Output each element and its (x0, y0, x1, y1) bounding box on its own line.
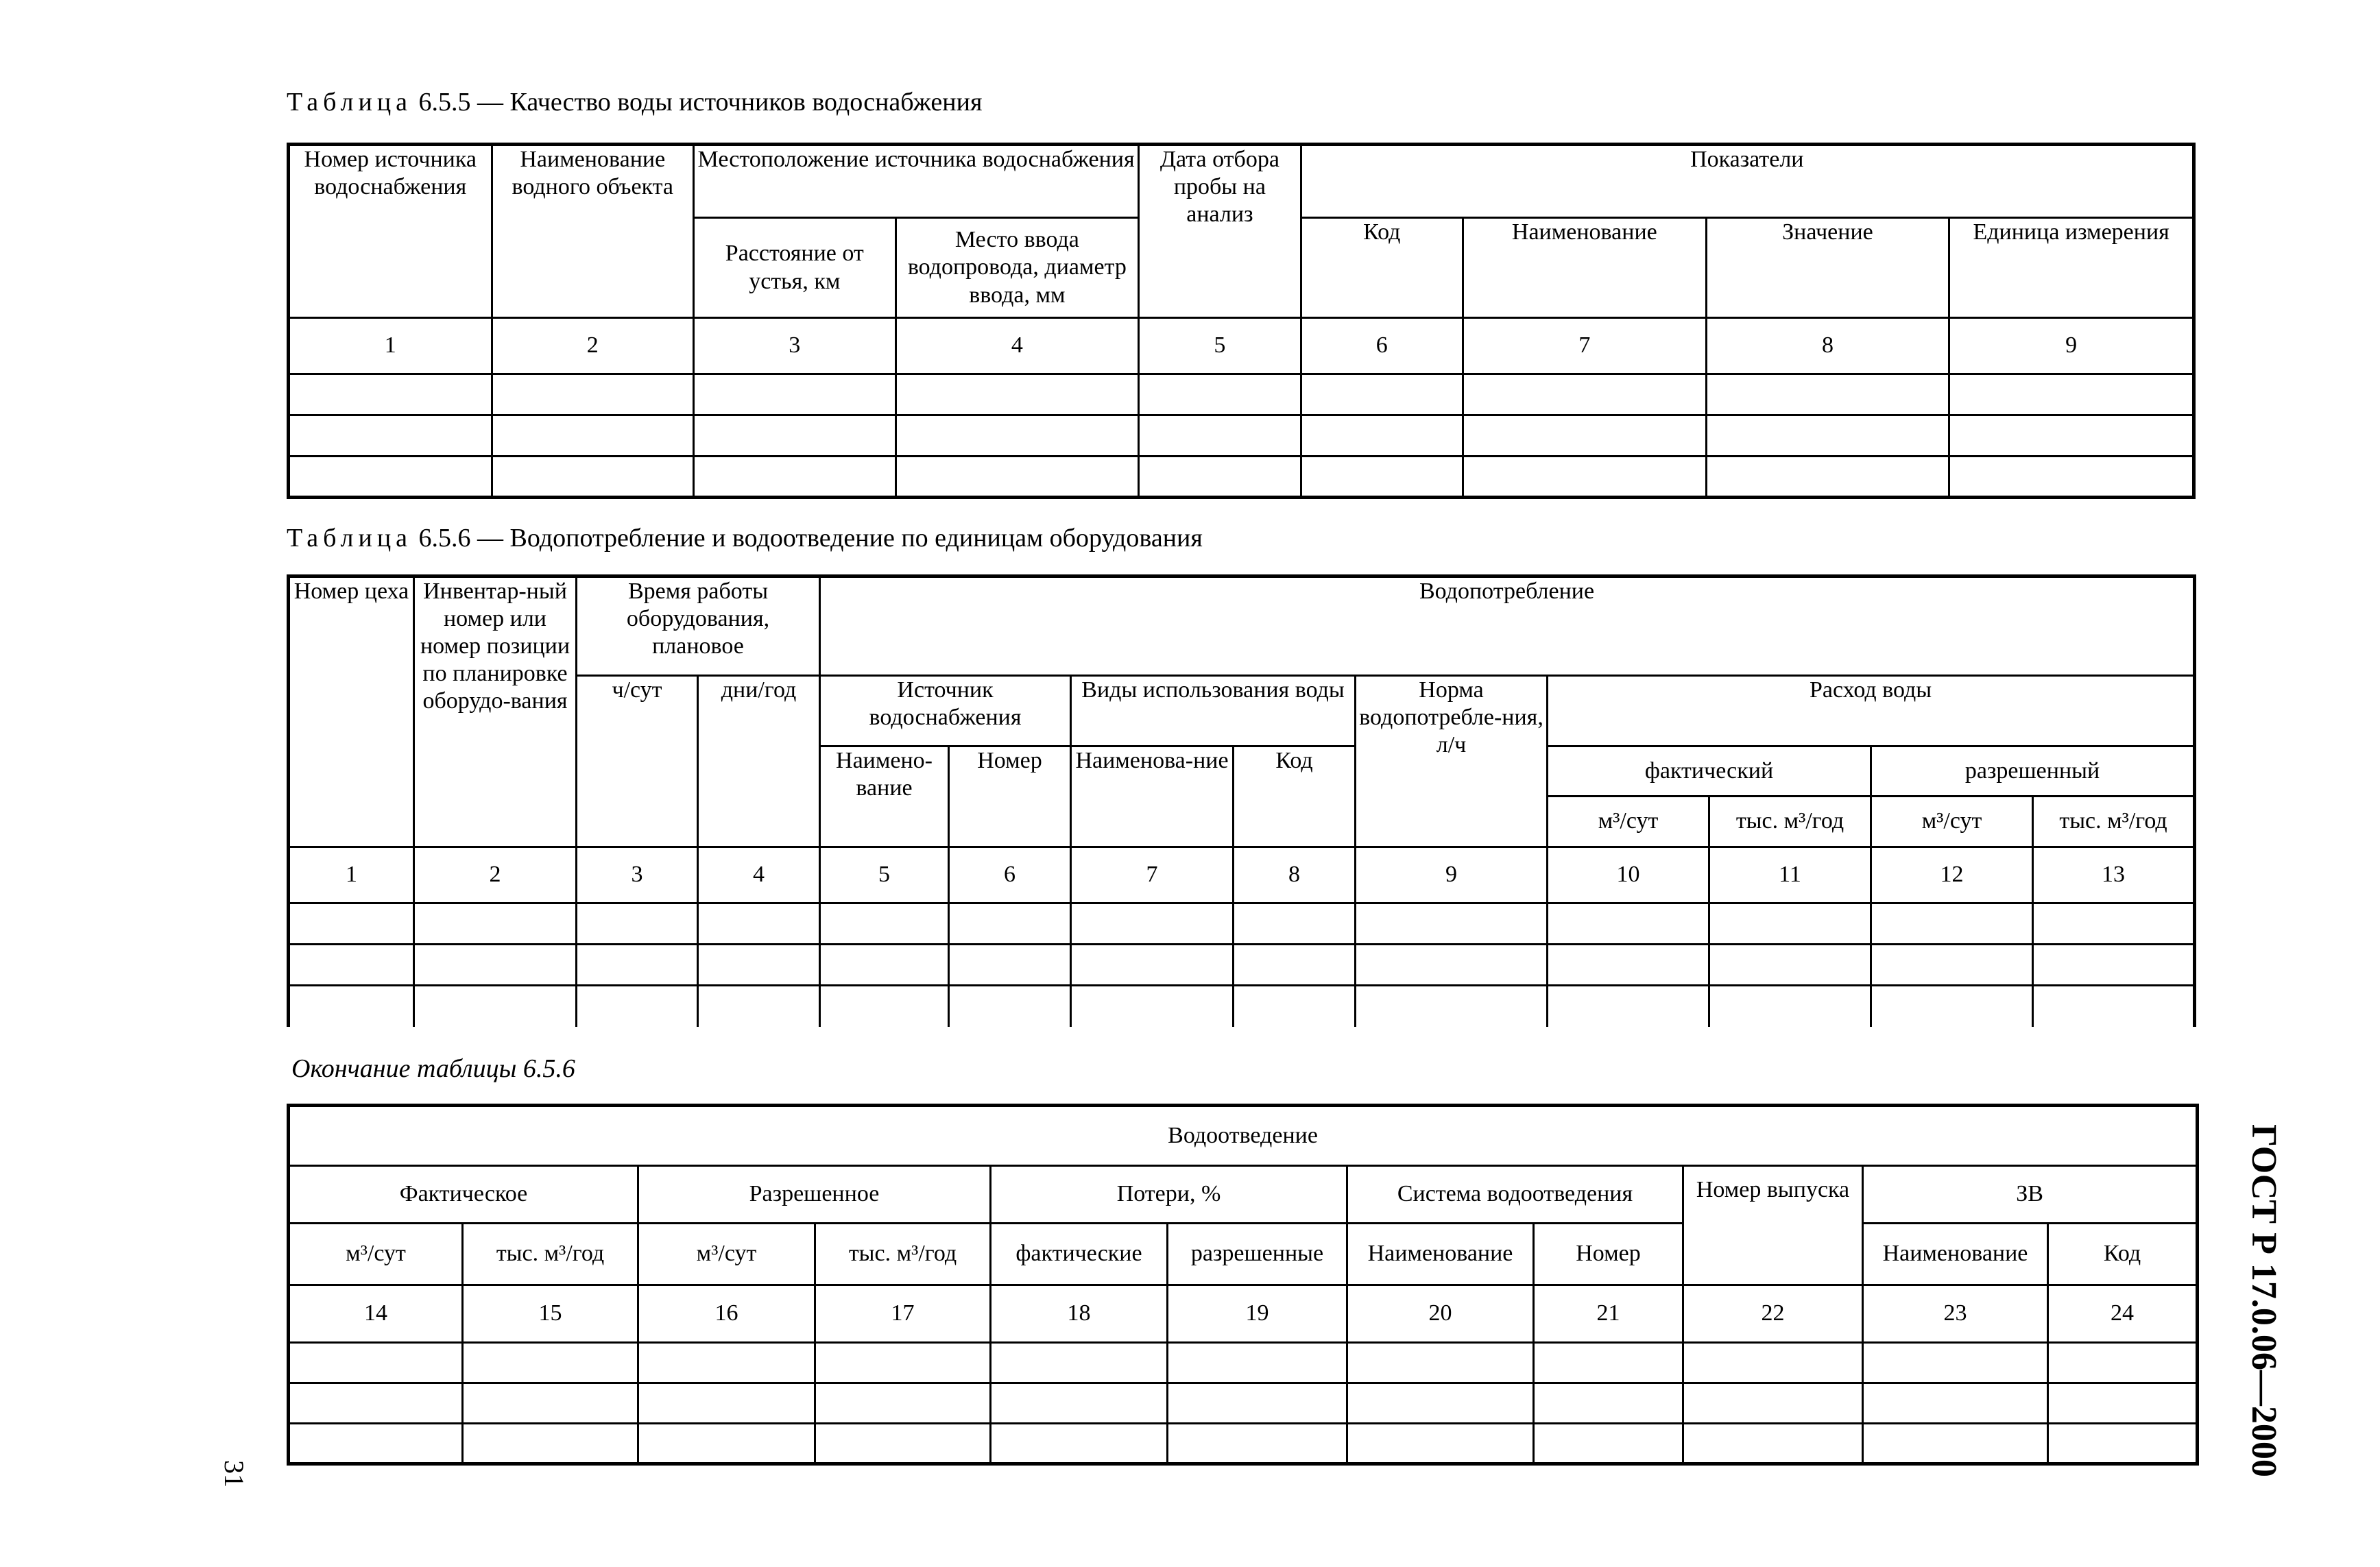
table-655 (287, 143, 2196, 499)
caption-label: Таблица (287, 524, 413, 552)
table-row (289, 415, 2194, 457)
header-zv-code: Код (2048, 1224, 2198, 1285)
column-numbers-row (289, 847, 2195, 903)
header-outlet-number: Номер выпуска (1683, 1166, 1863, 1285)
col-number: 9 (1356, 847, 1548, 903)
header-actual-thousand-m3-year: тыс. м³/год (463, 1224, 638, 1285)
header-inventory-number: Инвентар-ный номер или номер позиции по планировке оборудо-вания (414, 576, 577, 847)
header-value: Значение (1706, 218, 1949, 318)
standard-designation: ГОСТ Р 17.0.06—2000 (2244, 1124, 2283, 1477)
col-number: 4 (895, 318, 1139, 374)
header-work-time: Время работы оборудования, плановое (577, 576, 820, 676)
col-number: 13 (2033, 847, 2195, 903)
header-flow-actual: фактический (1548, 746, 1871, 797)
table-row (289, 903, 2195, 945)
table-656 (287, 574, 2196, 1027)
header-actual-thousand-m3-year: тыс. м³/год (1709, 797, 1871, 847)
caption-text: 6.5.5 — Качество воды источников водоснабжения (418, 88, 983, 117)
header-zv-name: Наименование (1863, 1224, 2048, 1285)
header-source: Источник водоснабжения (820, 676, 1071, 746)
header-consumption: Водопотребление (820, 576, 2195, 676)
col-number: 22 (1683, 1285, 1863, 1343)
header-source-number: Номер источника водоснабжения (289, 145, 492, 318)
header-water-flow: Расход воды (1548, 676, 2195, 746)
header-input-place: Место ввода водопровода, диаметр ввода, мм (895, 218, 1139, 318)
col-number: 6 (1301, 318, 1463, 374)
header-usage-code: Код (1234, 746, 1356, 847)
table-row (289, 374, 2194, 415)
col-number: 23 (1863, 1285, 2048, 1343)
col-number: 3 (694, 318, 896, 374)
col-number: 1 (289, 847, 414, 903)
header-shop-number: Номер цеха (289, 576, 414, 847)
col-number: 9 (1949, 318, 2194, 374)
header-system-name: Наименование (1347, 1224, 1534, 1285)
header-hours-per-day: ч/сут (577, 676, 698, 847)
header-losses-permitted: разрешенные (1168, 1224, 1347, 1285)
col-number: 11 (1709, 847, 1871, 903)
col-number: 3 (577, 847, 698, 903)
col-number: 15 (463, 1285, 638, 1343)
header-permitted-m3-day: м³/сут (1871, 797, 2033, 847)
col-number: 4 (698, 847, 820, 903)
header-permitted-m3-day: м³/сут (638, 1224, 815, 1285)
table-row (289, 1424, 2198, 1464)
header-drainage: Водоотведение (289, 1106, 2198, 1166)
header-permitted-thousand-m3-year: тыс. м³/год (815, 1224, 991, 1285)
header-unit: Единица измерения (1949, 218, 2194, 318)
table-656-end-caption: Окончание таблицы 6.5.6 (291, 1054, 575, 1083)
header-losses: Потери, % (991, 1166, 1347, 1224)
table-row (289, 1343, 2198, 1383)
table-row (289, 945, 2195, 986)
header-code: Код (1301, 218, 1463, 318)
table-656-caption (287, 525, 1203, 551)
header-name: Наименование (1463, 218, 1707, 318)
header-distance: Расстояние от устья, км (694, 218, 896, 318)
col-number: 16 (638, 1285, 815, 1343)
col-number: 2 (492, 318, 694, 374)
col-number: 8 (1706, 318, 1949, 374)
header-usage-types: Виды использования воды (1071, 676, 1356, 746)
header-drainage-actual: Фактическое (289, 1166, 638, 1224)
col-number: 21 (1534, 1285, 1683, 1343)
header-location: Местоположение источника водоснабжения (694, 145, 1139, 218)
col-number: 12 (1871, 847, 2033, 903)
column-numbers-row (289, 1285, 2198, 1343)
header-losses-actual: фактические (991, 1224, 1168, 1285)
table-655-caption (287, 89, 982, 115)
col-number: 5 (1139, 318, 1301, 374)
header-norm: Норма водопотребле-ния, л/ч (1356, 676, 1548, 847)
col-number: 20 (1347, 1285, 1534, 1343)
col-number: 10 (1548, 847, 1709, 903)
table-row (289, 1383, 2198, 1424)
header-zv: ЗВ (1863, 1166, 2198, 1224)
col-number: 6 (949, 847, 1071, 903)
col-number: 5 (820, 847, 949, 903)
col-number: 8 (1234, 847, 1356, 903)
header-source-num: Номер (949, 746, 1071, 847)
caption-text: 6.5.6 — Водопотребление и водоотведение по единицам оборудования (418, 524, 1203, 552)
header-system-number: Номер (1534, 1224, 1683, 1285)
table-row (289, 457, 2194, 498)
col-number: 1 (289, 318, 492, 374)
col-number: 14 (289, 1285, 463, 1343)
header-drainage-permitted: Разрешенное (638, 1166, 991, 1224)
col-number: 7 (1463, 318, 1707, 374)
header-sample-date: Дата отбора пробы на анализ (1139, 145, 1301, 318)
table-row (289, 986, 2195, 1027)
col-number: 17 (815, 1285, 991, 1343)
header-source-name: Наимено-вание (820, 746, 949, 847)
col-number: 18 (991, 1285, 1168, 1343)
table-656-end (287, 1104, 2199, 1466)
header-usage-name: Наименова-ние (1071, 746, 1234, 847)
header-system: Система водоотведения (1347, 1166, 1683, 1224)
header-permitted-thousand-m3-year: тыс. м³/год (2033, 797, 2195, 847)
col-number: 2 (414, 847, 577, 903)
col-number: 24 (2048, 1285, 2198, 1343)
col-number: 7 (1071, 847, 1234, 903)
page-number: 31 (219, 1460, 250, 1487)
column-numbers-row (289, 318, 2194, 374)
header-actual-m3-day: м³/сут (1548, 797, 1709, 847)
header-days-per-year: дни/год (698, 676, 820, 847)
header-flow-permitted: разрешенный (1871, 746, 2195, 797)
caption-label: Таблица (287, 88, 413, 117)
header-water-body-name: Наименование водного объекта (492, 145, 694, 318)
header-indicators: Показатели (1301, 145, 2193, 218)
header-actual-m3-day: м³/сут (289, 1224, 463, 1285)
col-number: 19 (1168, 1285, 1347, 1343)
